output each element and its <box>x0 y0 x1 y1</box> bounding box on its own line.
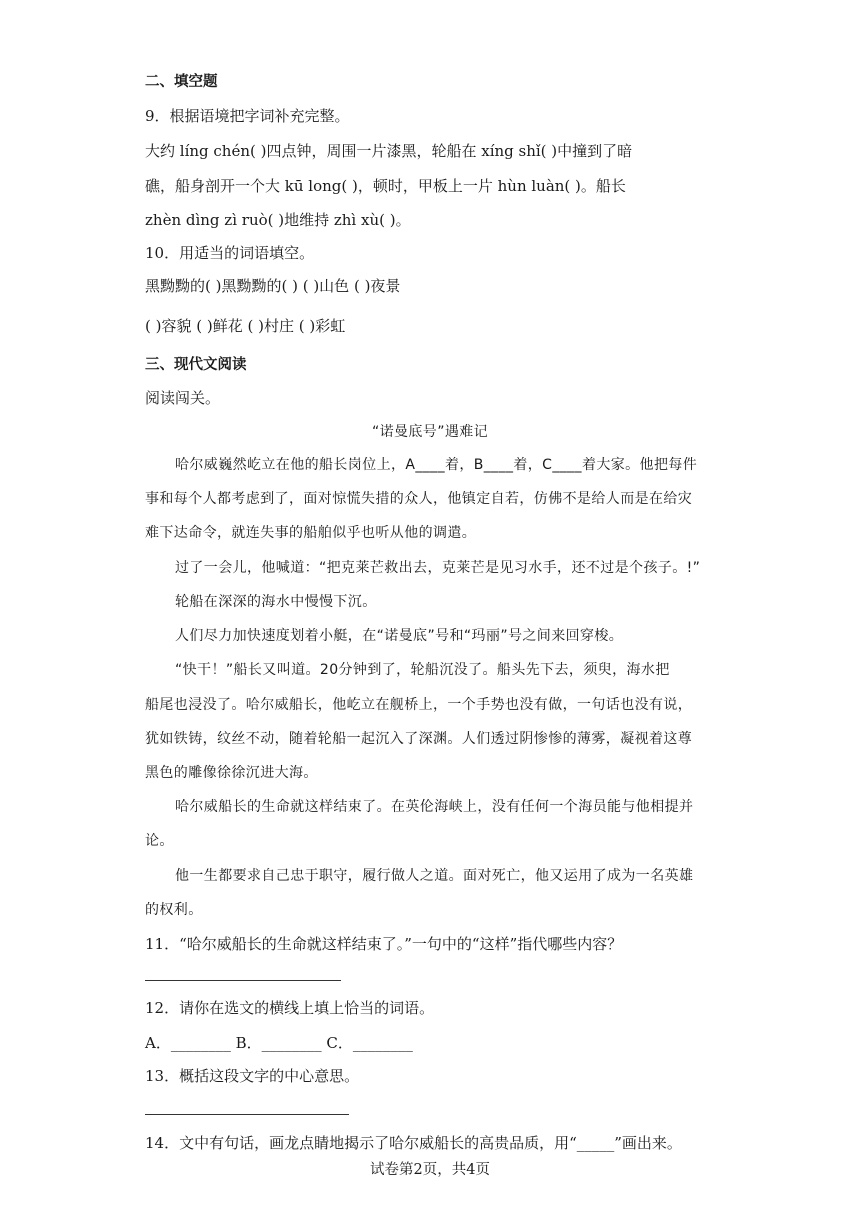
question-11-stem: 11．“哈尔威船长的生命就这样结束了。”一句中的“这样”指代哪些内容？ <box>145 935 623 953</box>
question-10-row-1: 黑黝黝的( )黑黝黝的( ) ( )山色 ( )夜景 <box>145 277 401 295</box>
passage-line: 哈尔威船长的生命就这样结束了。在英伦海峡上，没有任何一个海员能与他相提并 <box>175 799 694 815</box>
question-11-answer-line[interactable] <box>145 980 341 981</box>
passage-line: “快干！”船长又叫道。20分钟到了，轮船沉没了。船头先下去，须臾，海水把 <box>175 662 670 678</box>
question-9-stem: 9．根据语境把字词补充完整。 <box>145 107 350 125</box>
question-13-stem: 13．概括这段文字的中心意思。 <box>145 1067 360 1085</box>
question-10-stem: 10．用适当的词语填空。 <box>145 244 315 262</box>
question-10-row-2: ( )容貌 ( )鲜花 ( )村庄 ( )彩虹 <box>145 317 346 335</box>
passage-line: 过了一会儿，他喊道：“把克莱芒救出去，克莱芒是见习水手，还不过是个孩子。!” <box>175 560 701 576</box>
passage-line: 的权利。 <box>145 902 203 918</box>
passage-line: 事和每个人都考虑到了，面对惊慌失措的众人，他镇定自若，仿佛不是给人而是在给灾 <box>145 491 693 507</box>
question-9-line-3: zhèn dìng zì ruò( )地维持 zhì xù( )。 <box>145 211 411 229</box>
section-heading-reading: 三、现代文阅读 <box>145 357 247 373</box>
question-14-stem: 14．文中有句话，画龙点睛地揭示了哈尔威船长的高贵品质，用“_____”画出来。 <box>145 1134 682 1152</box>
passage-line: 轮船在深深的海水中慢慢下沉。 <box>175 594 377 610</box>
passage-line: 船尾也浸没了。哈尔威船长，他屹立在舰桥上，一个手势也没有做，一句话也没有说， <box>145 697 693 713</box>
passage-line: 论。 <box>145 833 174 849</box>
question-12-options[interactable]: A．________ B．________ C．________ <box>145 1034 413 1052</box>
question-9-line-2: 礁，船身剖开一个大 kū long( )，顿时，甲板上一片 hùn luàn( )。船长 <box>145 177 626 195</box>
passage-line: 人们尽力加快速度划着小艇，在“诺曼底”号和“玛丽”号之间来回穿梭。 <box>175 628 624 644</box>
passage-line: 哈尔威巍然屹立在他的船长岗位上，A____着，B____着，C____着大家。他把每件 <box>175 457 698 473</box>
section-heading-fill-blanks: 二、填空题 <box>145 74 218 90</box>
passage-line: 犹如铁铸，纹丝不动，随着轮船一起沉入了深渊。人们透过阴惨惨的薄雾，凝视着这尊 <box>145 731 693 747</box>
question-13-answer-line[interactable] <box>145 1114 349 1115</box>
page-footer: 试卷第2页，共4页 <box>370 1162 490 1178</box>
passage-line: 黑色的雕像徐徐沉进大海。 <box>145 765 318 781</box>
passage-title: “诺曼底号”遇难记 <box>371 424 489 440</box>
reading-intro: 阅读闯关。 <box>145 389 221 407</box>
passage-line: 他一生都要求自己忠于职守，履行做人之道。面对死亡，他又运用了成为一名英雄 <box>175 868 694 884</box>
question-12-stem: 12．请你在选文的横线上填上恰当的词语。 <box>145 999 435 1017</box>
question-9-line-1: 大约 líng chén( )四点钟，周围一片漆黑，轮船在 xíng shǐ( )中撞到了暗 <box>145 142 633 160</box>
passage-line: 难下达命令，就连失事的船舶似乎也听从他的调遣。 <box>145 525 477 541</box>
